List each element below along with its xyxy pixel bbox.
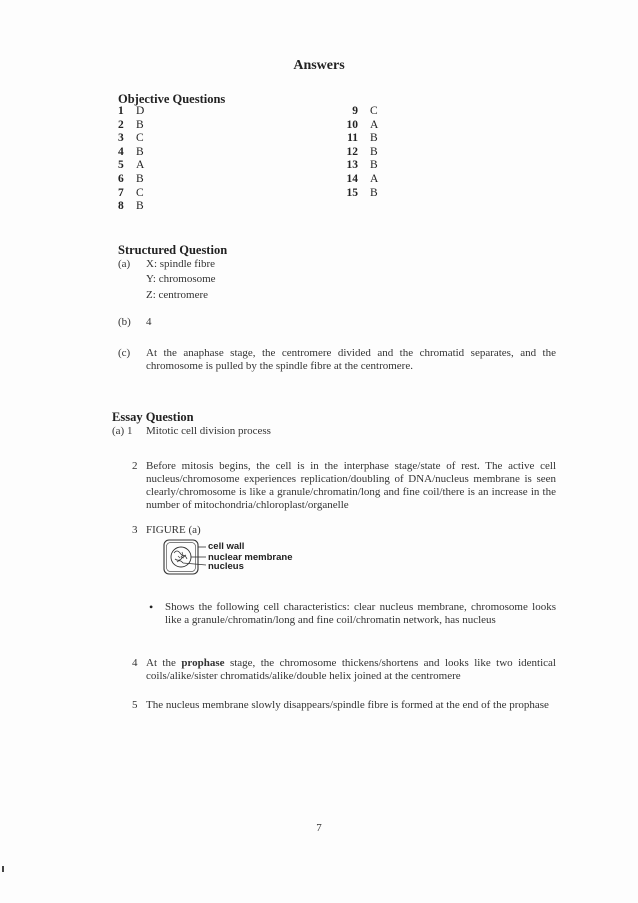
scan-mark: [2, 866, 4, 872]
question-number: 13: [346, 159, 358, 172]
answer-letter: A: [370, 173, 379, 185]
answer-letter: C: [370, 105, 378, 117]
bullet-text: Shows the following cell characteristics: clear nucleus membrane, chromosome looks like a granule/chromatin/long and fine coil/chromatin network, has nucleus: [165, 601, 556, 626]
item-4-bold-term: prophase: [181, 657, 225, 669]
label-nucleus: nucleus: [208, 561, 244, 572]
objective-answer-row: [118, 146, 144, 159]
essay-item-5-text: The nucleus membrane slowly disappears/spindle fibre is formed at the end of the prophase: [146, 699, 549, 711]
question-number: 10: [346, 118, 358, 131]
question-number: 6: [118, 173, 124, 185]
question-number: 7: [118, 186, 124, 199]
question-number: 3: [118, 132, 124, 145]
objective-answer-row: [118, 132, 144, 145]
essay-heading: Essay Question: [112, 410, 194, 424]
answer-letter: C: [136, 132, 144, 145]
question-number: 12: [346, 145, 358, 158]
answer-letter: B: [370, 132, 378, 145]
answer-letter: B: [136, 173, 144, 185]
answer-letter: B: [370, 159, 378, 172]
answer-letter: A: [370, 118, 379, 131]
essay-item-5-label: 5: [132, 699, 138, 711]
objective-answer-row: [118, 200, 144, 213]
essay-item-3-text: FIGURE (a): [146, 524, 201, 536]
answer-letter: B: [136, 118, 144, 131]
essay-item-4-text: [146, 657, 556, 683]
answer-letter: B: [370, 186, 378, 199]
structured-heading: Structured Question: [118, 243, 228, 257]
answer-y: Y: chromosome: [146, 273, 216, 285]
part-c-answer: At the anaphase stage, the centromere divided and the chromatid separates, and the chromosome is pulled by the spindle fibre at the centromere.: [146, 347, 556, 372]
objective-heading: Objective Questions: [118, 92, 226, 106]
answer-letter: B: [370, 145, 378, 158]
page-number: 7: [316, 822, 322, 834]
objective-answer-row: [118, 159, 144, 172]
item-4-text-before: At the: [146, 657, 182, 669]
question-number: 15: [346, 186, 358, 199]
objective-answer-row: [118, 119, 144, 132]
question-number: 9: [352, 105, 358, 117]
question-number: 5: [118, 159, 124, 172]
answer-z: Z: centromere: [146, 289, 208, 301]
question-number: 11: [347, 132, 358, 145]
essay-a1-text: Mitotic cell division process: [146, 425, 271, 437]
objective-answer-row: [118, 173, 144, 186]
item-4-text-after: stage, the chromosome thickens/shortens and looks like two identical coils/alike/sister chromatids/alike/double helix joined at the centromere: [146, 657, 556, 682]
objective-answer-row: [338, 119, 378, 132]
objective-answer-row: [338, 173, 378, 186]
objective-answer-row: [118, 105, 144, 118]
answer-letter: A: [136, 159, 145, 172]
answer-letter: B: [136, 200, 144, 213]
objective-answer-row: [338, 105, 378, 118]
bullet-marker: •: [149, 600, 154, 614]
part-a-label: (a): [118, 258, 131, 270]
part-c-label: (c): [118, 347, 131, 359]
question-number: 8: [118, 200, 124, 213]
question-number: 14: [346, 173, 358, 185]
objective-answer-row: [338, 146, 378, 159]
objective-answer-row: [118, 187, 144, 200]
page-title: Answers: [293, 58, 345, 73]
essay-item-3-label: 3: [132, 524, 138, 536]
part-b-label: (b): [118, 316, 131, 328]
label-cell-wall: cell wall: [208, 541, 245, 552]
objective-answer-row: [338, 187, 378, 200]
objective-answer-row: [338, 132, 378, 145]
question-number: 1: [118, 105, 124, 117]
essay-item-2-text: Before mitosis begins, the cell is in the interphase stage/state of rest. The active cell nucleus/chromosome experiences replication/doubling of DNA/nucleus membrane is seen clearly/chromosome is like a granule/chromatin/long and fine coil/there is an increase in the number of mitochondria/chloroplast/organelle: [146, 460, 556, 511]
essay-a1-label: (a) 1: [112, 425, 133, 437]
answer-letter: B: [136, 145, 144, 158]
essay-item-4-label: 4: [132, 657, 138, 669]
question-number: 4: [118, 145, 124, 158]
label-nuclear-membrane: nuclear membrane: [208, 552, 293, 563]
answer-letter: D: [136, 105, 145, 117]
answer-x: X: spindle fibre: [146, 258, 216, 270]
essay-item-2-label: 2: [132, 460, 138, 472]
objective-answer-row: [338, 159, 378, 172]
part-b-answer: 4: [146, 316, 152, 328]
question-number: 2: [118, 118, 124, 131]
answer-letter: C: [136, 186, 144, 199]
